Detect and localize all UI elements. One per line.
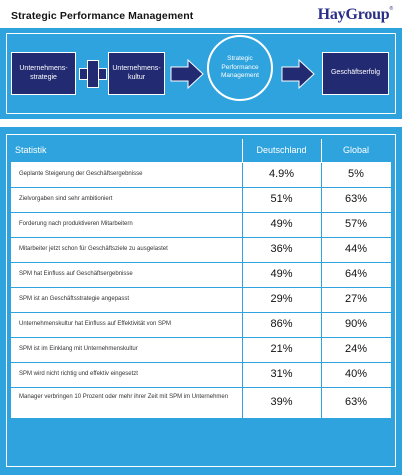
row-label: Geplante Steigerung der Geschäftsergebnisse <box>19 171 143 177</box>
row-label: SPM hat Einfluss auf Geschäftsergebnisse <box>19 271 133 277</box>
flow-step-geschaeftserfolg <box>322 52 389 95</box>
table-row <box>11 213 391 238</box>
value-global: 90% <box>344 318 368 330</box>
table-row <box>11 263 391 288</box>
value-global: 63% <box>344 193 368 205</box>
row-label: SPM ist im Einklang mit Unternehmenskultur <box>19 346 138 352</box>
table-row <box>11 238 391 263</box>
table-body <box>11 163 391 419</box>
header-global: Global <box>342 145 369 155</box>
value-global: 5% <box>348 168 364 180</box>
row-label: SPM wird nicht richtig und effektiv eingesetzt <box>19 371 138 377</box>
flow-step-strategic-performance-management <box>207 35 273 101</box>
row-label: Forderung nach produktiveren Mitarbeitern <box>19 221 133 227</box>
table-row <box>11 338 391 363</box>
plus-icon <box>79 60 107 88</box>
value-deutschland: 49% <box>270 268 293 280</box>
value-deutschland: 39% <box>270 396 293 408</box>
arrow-right-icon <box>170 59 205 89</box>
flow-step-unternehmenskultur <box>108 52 165 95</box>
value-global: 24% <box>344 343 368 355</box>
value-global: 57% <box>344 218 368 230</box>
table-row <box>11 388 391 419</box>
value-global: 64% <box>344 268 368 280</box>
flow-step-unternehmensstrategie <box>11 52 76 95</box>
value-global: 27% <box>344 293 368 305</box>
table-row <box>11 313 391 338</box>
value-global: 44% <box>344 243 368 255</box>
header-statistik: Statistik <box>15 145 47 155</box>
value-deutschland: 86% <box>270 318 293 330</box>
table-row <box>11 288 391 313</box>
value-deutschland: 36% <box>270 243 293 255</box>
table-row <box>11 188 391 213</box>
row-label: Zielvorgaben sind sehr ambitioniert <box>19 196 113 202</box>
value-deutschland: 29% <box>270 293 293 305</box>
value-deutschland: 49% <box>270 218 293 230</box>
header-deutschland: Deutschland <box>256 145 307 155</box>
value-deutschland: 21% <box>270 343 293 355</box>
row-label: Mitarbeiter jetzt schon für Geschäftsziele zu ausgelastet <box>19 246 168 252</box>
flow-step-label: Unternehmens- kultur <box>112 64 161 81</box>
row-label: SPM ist an Geschäftsstrategie angepasst <box>19 296 130 302</box>
arrow-right-icon <box>281 59 316 89</box>
page-title: Strategic Performance Management <box>11 10 194 22</box>
table-row <box>11 163 391 188</box>
flow-step-label: Unternehmens- strategie <box>19 64 68 81</box>
page-header <box>0 0 402 28</box>
table-header <box>11 139 391 163</box>
row-label: Unternehmenskultur hat Einfluss auf Effektivität von SPM <box>19 321 171 327</box>
value-deutschland: 31% <box>270 368 293 380</box>
flow-step-label: Strategic Performance Management <box>221 55 259 80</box>
row-label: Manager verbringen 10 Prozent oder mehr ihrer Zeit mit SPM im Unternehmen <box>19 394 229 400</box>
value-deutschland: 51% <box>270 193 293 205</box>
table-row <box>11 363 391 388</box>
haygroup-logo: HayGroup® <box>317 6 393 23</box>
flow-step-label: Geschäftserfolg <box>330 69 381 77</box>
value-deutschland: 4.9% <box>268 168 295 180</box>
value-global: 63% <box>344 396 368 408</box>
value-global: 40% <box>344 368 368 380</box>
